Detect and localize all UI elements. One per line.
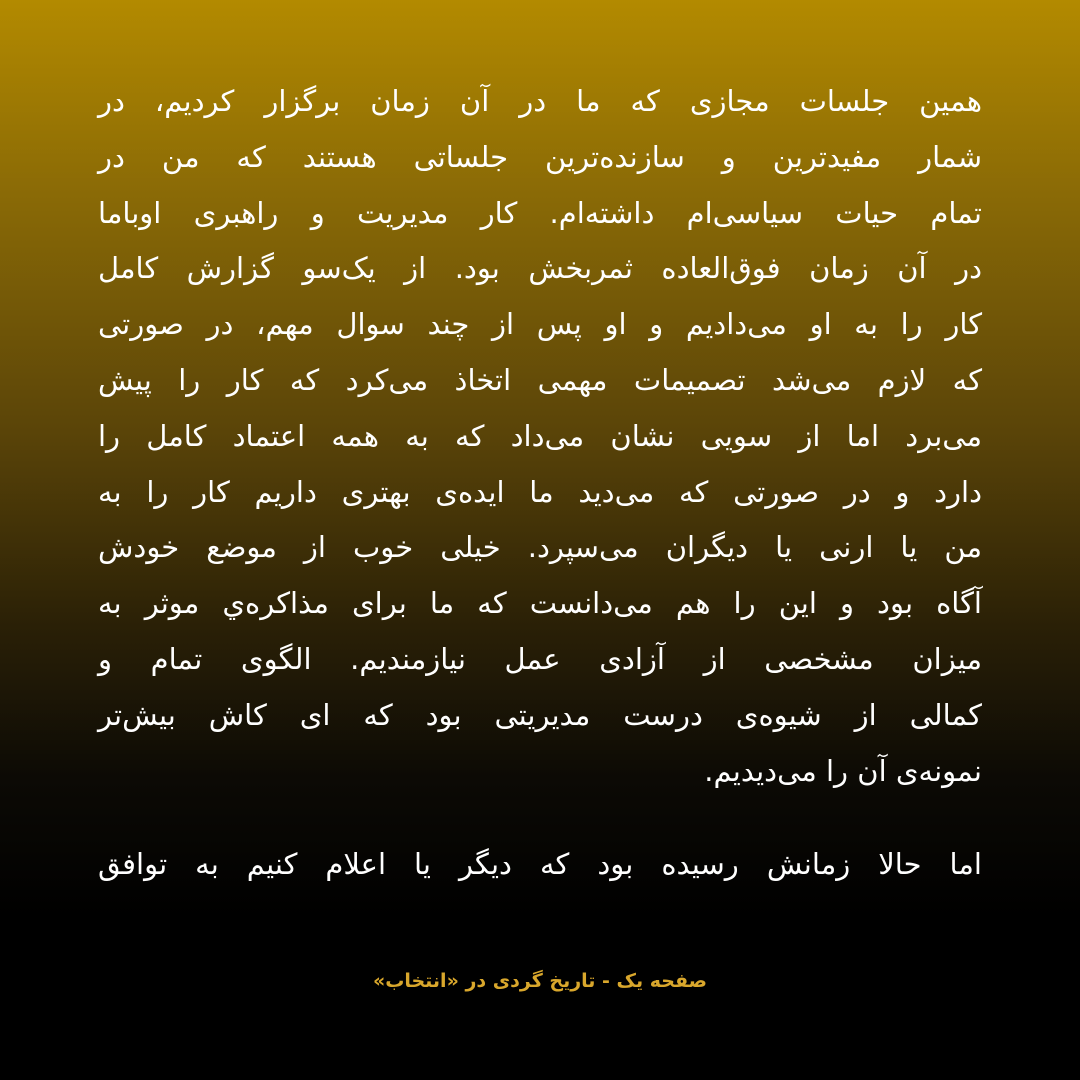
text-line: که لازم می‌شد تصمیمات مهمی اتخاذ می‌کرد که کار را پیش bbox=[98, 362, 982, 397]
text-line: دارد و در صورتی که می‌دید ما ایده‌ی بهتری داریم کار را به bbox=[98, 474, 982, 509]
text-line: می‌برد اما از سویی نشان می‌داد که به همه اعتماد کامل را bbox=[98, 418, 982, 453]
text-line: کار را به او می‌دادیم و او پس از چند سوال مهم، در صورتی bbox=[98, 307, 982, 342]
text-line: نمونه‌ی آن را می‌دیدیم. bbox=[704, 753, 982, 788]
text-line: همین جلسات مجازی که ما در آن زمان برگزار کردیم، در bbox=[98, 84, 982, 118]
footer-caption: صفحه یک - تاریخ گردی در «انتخاب» bbox=[372, 970, 708, 992]
text-line: کمالی از شیوه‌ی درست مدیریتی بود که ای کاش بیش‌تر bbox=[98, 697, 982, 732]
text-line: در آن زمان فوق‌العاده ثمربخش بود. از یک‌سو گزارش کامل bbox=[98, 251, 982, 286]
text-line: من یا ارنی یا دیگران می‌سپرد. خیلی خوب از موضع خودش bbox=[98, 530, 982, 565]
text-line: میزان مشخصی از آزادی عمل نیازمندیم. الگوی تمام و bbox=[98, 641, 982, 676]
body-paragraph bbox=[98, 74, 982, 799]
text-line: تمام حیات سیاسی‌ام داشته‌ام. کار مدیریت و راهبری اوباما bbox=[98, 195, 982, 230]
text-line: آگاه بود و این را هم می‌دانست که ما برای مذاکره‌ي موثر به bbox=[98, 586, 982, 621]
text-line: شمار مفیدترین و سازنده‌ترین جلساتی هستند که من در bbox=[98, 139, 982, 174]
second-paragraph: اما حالا زمانش رسیده بود که دیگر یا اعلام کنیم به توافق bbox=[98, 847, 982, 881]
